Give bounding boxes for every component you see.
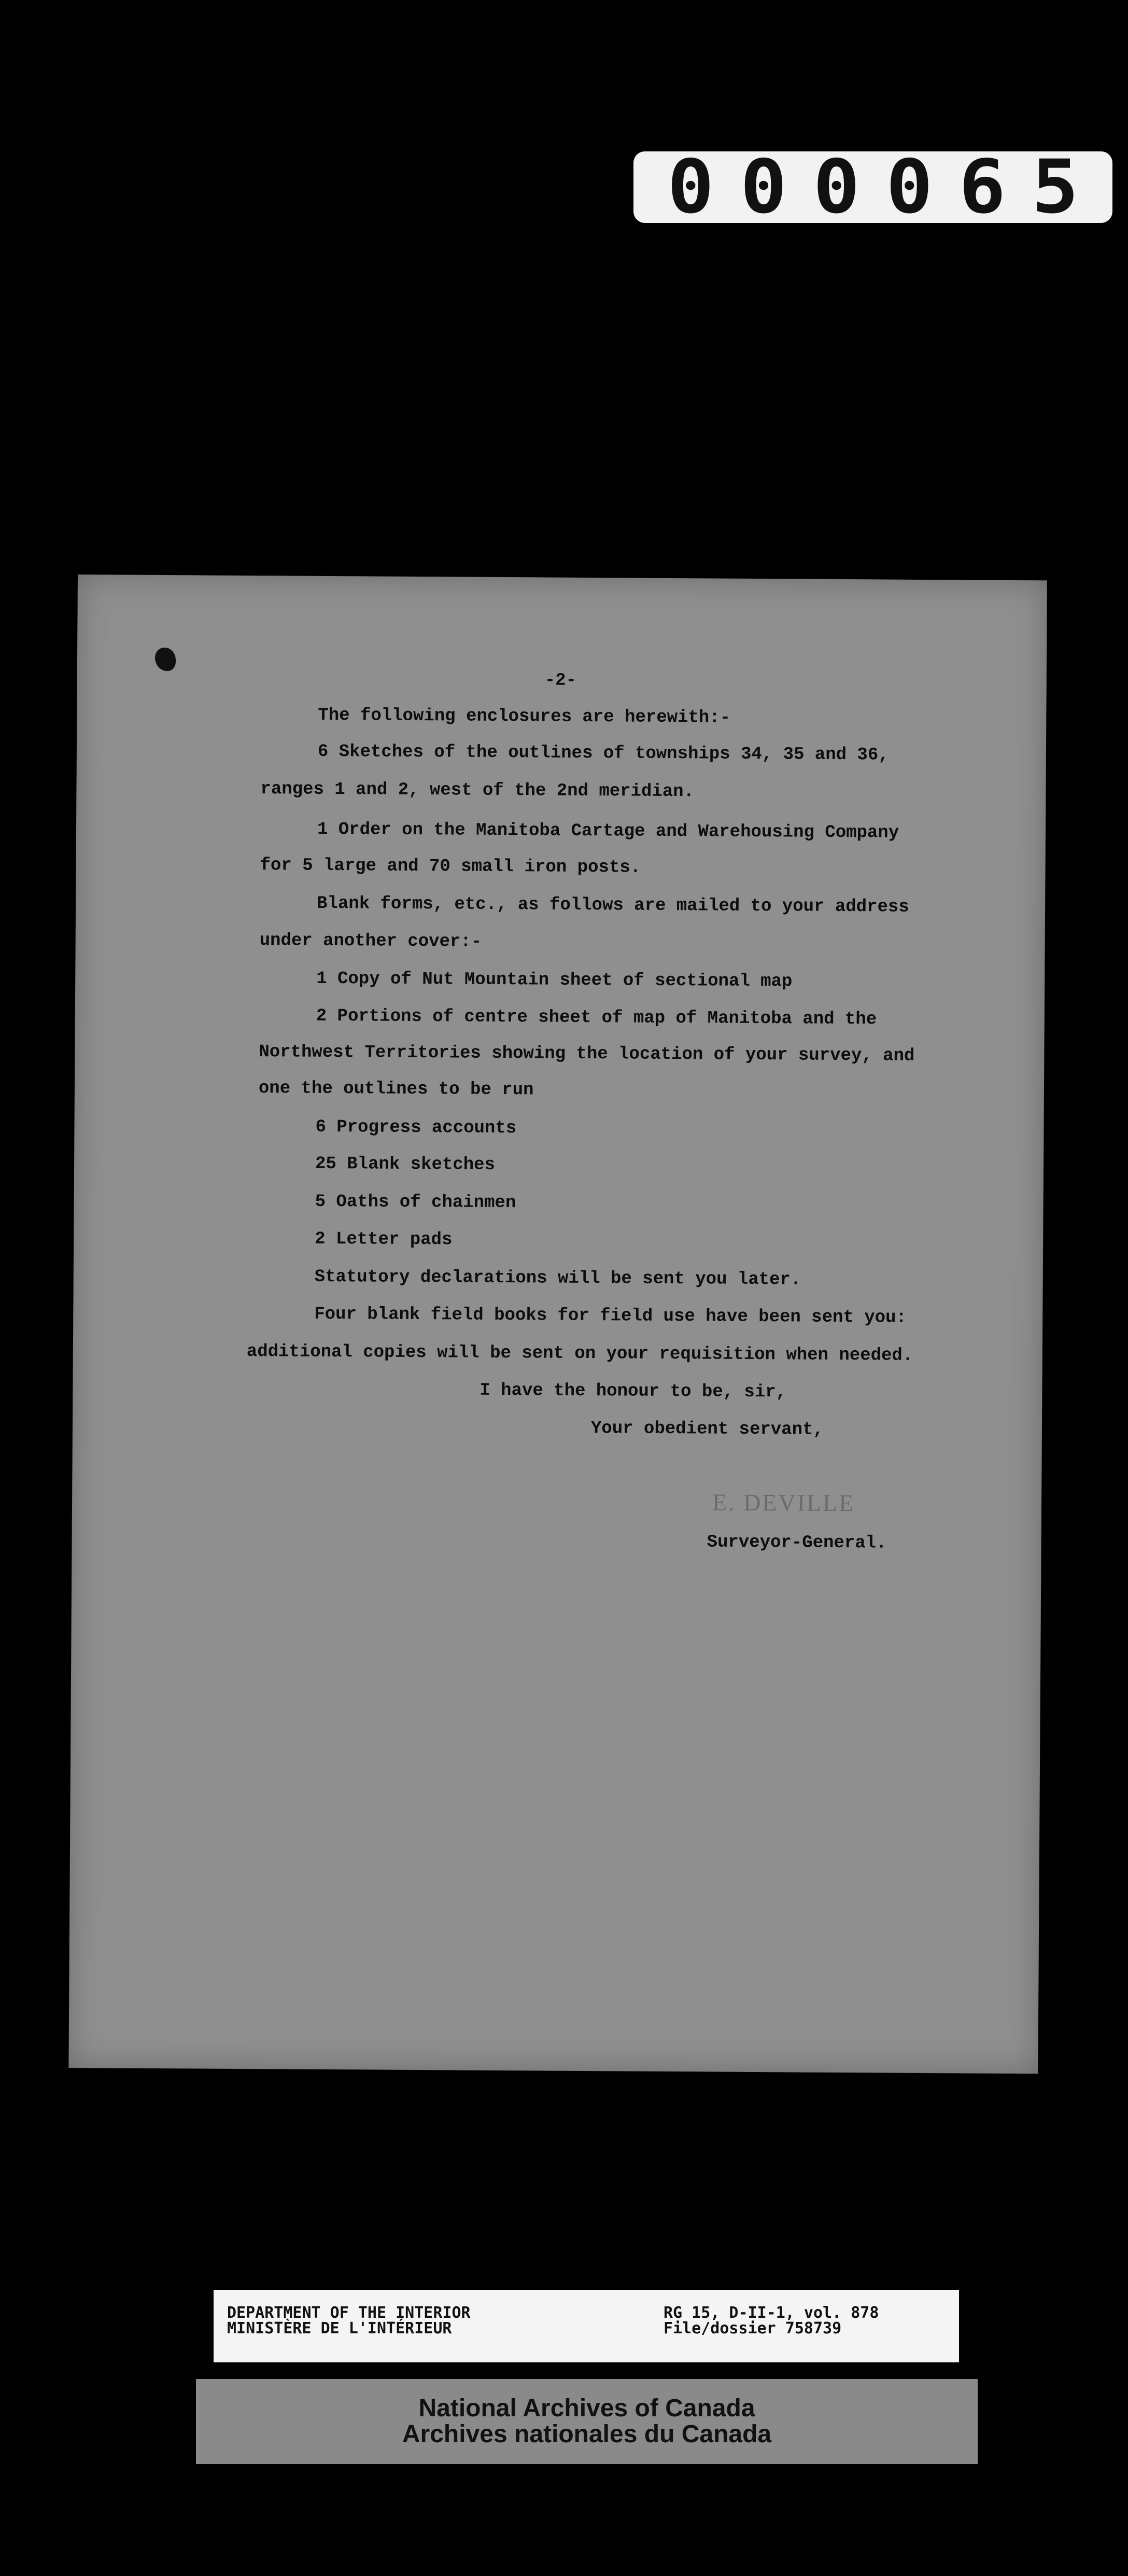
page-marker: -2-: [544, 670, 577, 691]
department-fr: MINISTÈRE DE L'INTÉRIEUR: [227, 2319, 452, 2337]
letter-page: [68, 575, 1047, 2074]
department-en: DEPARTMENT OF THE INTERIOR: [227, 2304, 471, 2322]
closing-line: Your obedient servant,: [590, 1419, 824, 1440]
letter-body: [68, 575, 1047, 2074]
letter-line: Northwest Territories showing the location of your survey, and: [259, 1042, 915, 1066]
letter-line: 2 Letter pads: [315, 1229, 453, 1250]
letter-line: ranges 1 and 2, west of the 2nd meridian.: [260, 779, 695, 802]
letter-line: The following enclosures are herewith:-: [318, 705, 731, 728]
frame-digit: 0: [813, 144, 860, 230]
archive-reference-label: [214, 2290, 959, 2362]
letter-line: under another cover:-: [259, 931, 482, 952]
letter-line: 5 Oaths of chainmen: [315, 1192, 516, 1213]
frame-digit: 5: [1032, 144, 1079, 230]
frame-digit: 0: [886, 144, 933, 230]
archives-name-en: National Archives of Canada: [418, 2395, 755, 2422]
letter-line: 1 Copy of Nut Mountain sheet of sectional map: [316, 969, 793, 992]
record-group: RG 15, D-II-1, vol. 878: [664, 2304, 879, 2322]
signature-title: Surveyor-General.: [707, 1532, 887, 1553]
letter-line: 6 Sketches of the outlines of townships 34, 35 and 36,: [317, 741, 889, 765]
letter-line: 25 Blank sketches: [315, 1154, 496, 1175]
letter-line: additional copies will be sent on your requisition when needed.: [246, 1342, 913, 1366]
department-block: [227, 2305, 471, 2336]
letter-line: Four blank field books for field use have been sent you:: [314, 1304, 907, 1328]
frame-number-plate: [633, 144, 1112, 230]
reference-block: [664, 2305, 879, 2336]
closing-line: I have the honour to be, sir,: [480, 1380, 787, 1403]
archives-banner: [196, 2379, 978, 2464]
letter-line: 1 Order on the Manitoba Cartage and Warehousing Company: [317, 819, 899, 843]
letter-line: 2 Portions of centre sheet of map of Manitoba and the: [316, 1006, 877, 1030]
frame-digit: 0: [740, 144, 787, 230]
frame-digit: 6: [958, 144, 1006, 230]
letter-line: Blank forms, etc., as follows are mailed to your address: [317, 893, 909, 917]
letter-line: Statutory declarations will be sent you later.: [314, 1267, 801, 1290]
file-number: File/dossier 758739: [664, 2319, 842, 2337]
frame-digit: 0: [667, 144, 714, 230]
archives-name-fr: Archives nationales du Canada: [402, 2420, 772, 2448]
signature-stamp: E. DEVILLE: [712, 1489, 855, 1517]
letter-line: for 5 large and 70 small iron posts.: [260, 856, 641, 878]
letter-line: 6 Progress accounts: [315, 1117, 517, 1139]
letter-line: one the outlines to be run: [258, 1079, 534, 1100]
